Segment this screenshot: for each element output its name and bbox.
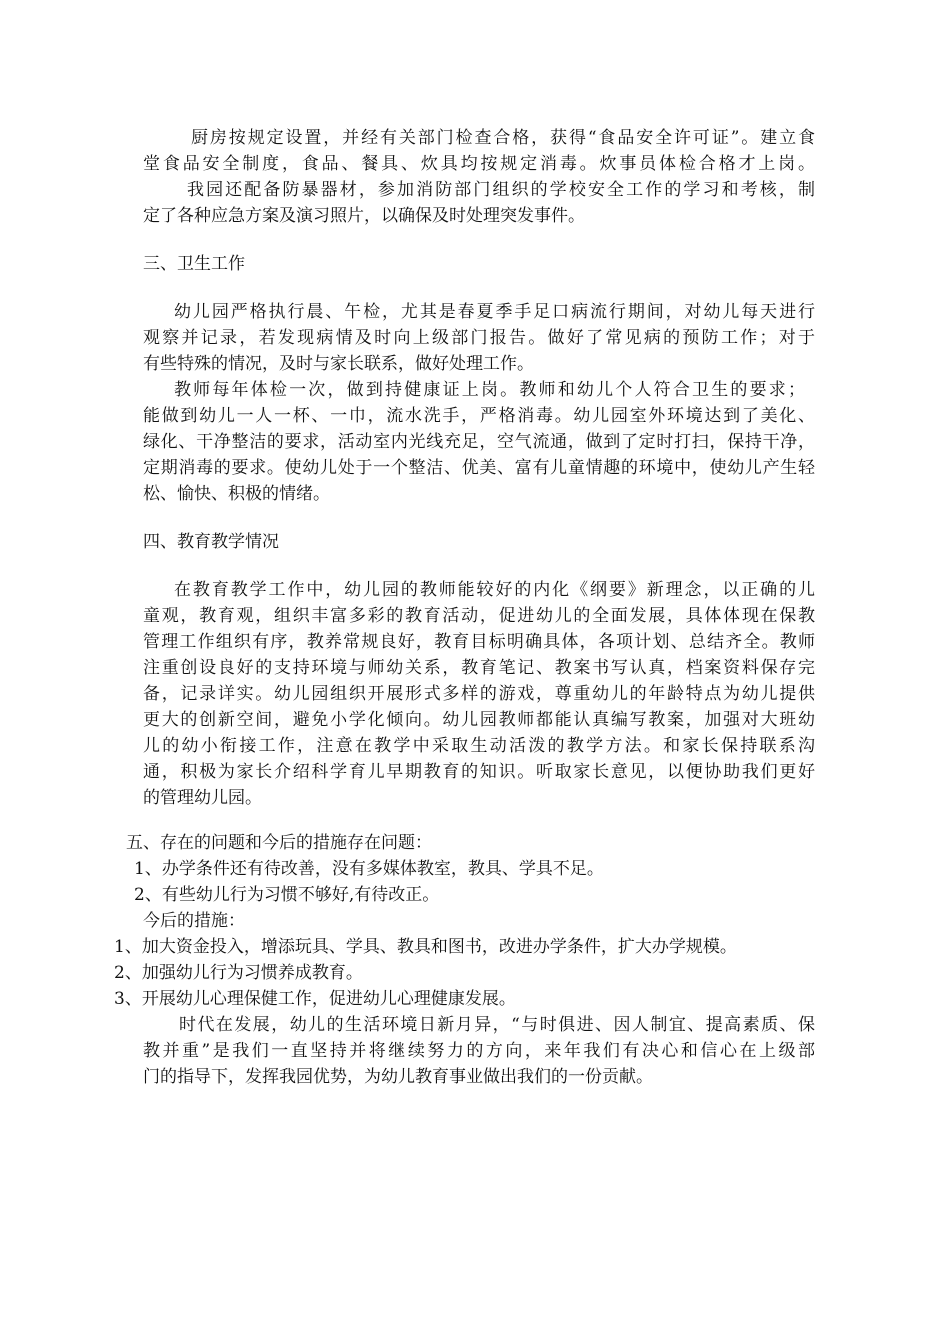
paragraph-hygiene-line-1: 幼儿园严格执行晨、午检，尤其是春夏季手足口病流行期间，对幼儿每天进行 xyxy=(174,302,815,322)
paragraph-education-line-1: 在教育教学工作中，幼儿园的教师能较好的内化《纲要》新理念，以正确的儿 xyxy=(174,580,815,600)
paragraph-education-line-8: 通，积极为家长介绍科学育儿早期教育的知识。听取家长意见，以便协助我们更好 xyxy=(143,762,815,782)
measures-heading: 今后的措施： xyxy=(143,911,245,931)
paragraph-education-line-7: 儿的幼小衔接工作，注意在教学中采取生动活泼的教学方法。和家长保持联系沟 xyxy=(143,736,815,756)
problem-item-1: 1、办学条件还有待改善，没有多媒体教室，教具、学具不足。 xyxy=(134,859,604,879)
paragraph-education-line-5: 备，记录详实。幼儿园组织开展形式多样的游戏，尊重幼儿的年龄特点为幼儿提供 xyxy=(143,684,815,704)
section-heading-problems: 五、存在的问题和今后的措施存在问题： xyxy=(126,833,432,853)
paragraph-kitchen-line-2: 堂食品安全制度，食品、餐具、炊具均按规定消毒。炊事员体检合格才上岗。 xyxy=(143,154,815,174)
measure-item-1: 1、加大资金投入，增添玩具、学具、教具和图书，改进办学条件，扩大办学规模。 xyxy=(114,937,737,957)
measure-item-3: 3、开展幼儿心理保健工作，促进幼儿心理健康发展。 xyxy=(114,989,516,1009)
measure-item-2: 2、加强幼儿行为习惯养成教育。 xyxy=(114,963,363,983)
paragraph-education-line-4: 注重创设良好的支持环境与师幼关系，教育笔记、教案书写认真，档案资料保存完 xyxy=(143,658,815,678)
paragraph-safety-line-1: 我园还配备防暴器材，参加消防部门组织的学校安全工作的学习和考核，制 xyxy=(187,180,815,200)
paragraph-kitchen-line-1: 厨房按规定设置，并经有关部门检查合格，获得“食品安全许可证”。建立食 xyxy=(191,128,815,148)
paragraph-hygiene-line-2: 观察并记录，若发现病情及时向上级部门报告。做好了常见病的预防工作；对于 xyxy=(143,328,815,348)
section-heading-hygiene: 三、卫生工作 xyxy=(143,254,245,274)
paragraph-education-line-3: 管理工作组织有序，教养常规良好，教育目标明确具体，各项计划、总结齐全。教师 xyxy=(143,632,815,652)
paragraph-health-line-4: 定期消毒的要求。使幼儿处于一个整洁、优美、富有儿童情趣的环境中，使幼儿产生轻 xyxy=(143,458,815,478)
paragraph-health-line-3: 绿化、干净整洁的要求，活动室内光线充足，空气流通，做到了定时打扫，保持干净， xyxy=(143,432,815,452)
paragraph-closing-line-1: 时代在发展，幼儿的生活环境日新月异，“与时俱进、因人制宜、提高素质、保 xyxy=(179,1015,815,1035)
paragraph-health-line-5: 松、愉快、积极的情绪。 xyxy=(143,484,330,504)
section-heading-education: 四、教育教学情况 xyxy=(143,532,279,552)
paragraph-closing-line-2: 教并重”是我们一直坚持并将继续努力的方向，来年我们有决心和信心在上级部 xyxy=(143,1041,815,1061)
paragraph-education-line-2: 童观，教育观，组织丰富多彩的教育活动，促进幼儿的全面发展，具体体现在保教 xyxy=(143,606,815,626)
paragraph-health-line-1: 教师每年体检一次，做到持健康证上岗。教师和幼儿个人符合卫生的要求； xyxy=(174,380,805,400)
paragraph-education-line-6: 更大的创新空间，避免小学化倾向。幼儿园教师都能认真编写教案，加强对大班幼 xyxy=(143,710,815,730)
paragraph-health-line-2: 能做到幼儿一人一杯、一巾，流水洗手，严格消毒。幼儿园室外环境达到了美化、 xyxy=(143,406,815,426)
paragraph-safety-line-2: 定了各种应急方案及演习照片，以确保及时处理突发事件。 xyxy=(143,206,585,226)
paragraph-education-line-9: 的管理幼儿园。 xyxy=(143,788,262,808)
problem-item-2: 2、有些幼儿行为习惯不够好,有待改正。 xyxy=(134,885,440,905)
paragraph-hygiene-line-3: 有些特殊的情况，及时与家长联系，做好处理工作。 xyxy=(143,354,534,374)
paragraph-closing-line-3: 门的指导下，发挥我园优势，为幼儿教育事业做出我们的一份贡献。 xyxy=(143,1067,653,1087)
